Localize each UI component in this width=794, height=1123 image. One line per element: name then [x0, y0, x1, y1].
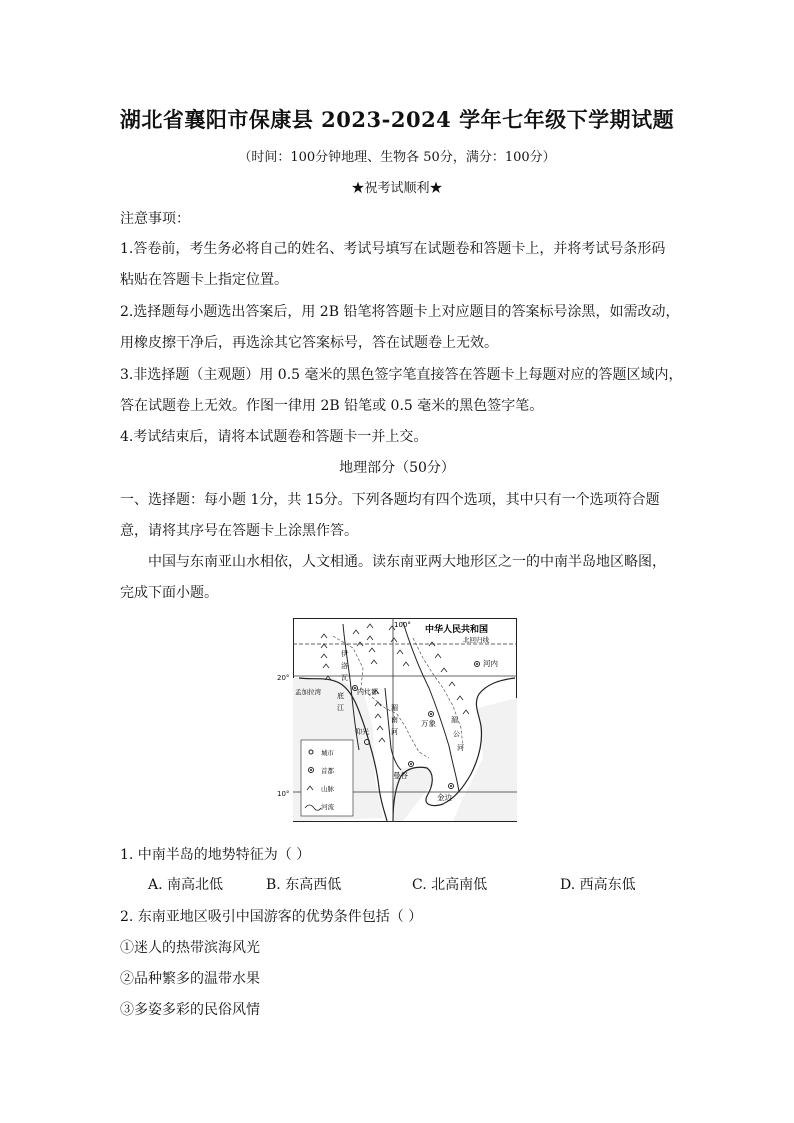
- map-lat-10: 10°: [277, 790, 290, 798]
- map-label-river: 底: [337, 692, 344, 700]
- map-label-tropic: 北回归线: [463, 636, 489, 644]
- map-label-phnompenh: 金边: [437, 793, 452, 802]
- notes-heading: 注意事项：: [120, 211, 190, 227]
- section-title: 地理部分（50分）: [339, 460, 455, 476]
- page-title: 湖北省襄阳市保康县 2023-2024 学年七年级下学期试题: [119, 107, 675, 132]
- question-2-item: ②品种繁多的温带水果: [120, 971, 260, 987]
- note-line: 2.选择题每小题选出答案后，用 2B 铅笔将答题卡上对应题目的答案标号涂黑，如需改动，: [120, 304, 680, 320]
- indochina-map: [293, 618, 517, 822]
- note-line: 4.考试结束后，请将本试题卷和答题卡一并上交。: [120, 429, 428, 445]
- question-2-item: ①迷人的热带滨海风光: [120, 940, 260, 956]
- question-2-item: ③多姿多彩的民俗风情: [120, 1002, 260, 1018]
- good-luck-text: ★祝考试顺利★: [351, 181, 443, 196]
- map-label-chao: 南: [391, 716, 398, 724]
- map-label-mekong: 河: [457, 744, 464, 752]
- note-line: 3.非选择题（主观题）用 0.5 毫米的黑色签字笔直接答在答题卡上每题对应的答题区域内，: [120, 367, 683, 383]
- legend-river: 河流: [321, 803, 334, 811]
- question-intro: 完成下面小题。: [120, 585, 218, 601]
- note-line: 1.答卷前，考生务必将自己的姓名、考试号填写在试题卷和答题卡上，并将考试号条形码: [120, 241, 666, 257]
- map-label-chao: 河: [391, 728, 398, 736]
- note-line: 用橡皮擦干净后，再选涂其它答案标号，答在试题卷上无效。: [120, 335, 498, 351]
- map-label-lon: 100°: [394, 621, 411, 629]
- map-label-river: 瓦: [341, 674, 348, 682]
- question-1-option-d[interactable]: D. 西高东低: [560, 877, 636, 893]
- map-label-river: 伊: [341, 650, 348, 658]
- map-label-yangon: 仰光: [355, 728, 369, 736]
- section-instructions: 意，请将其序号在答题卡上涂黑作答。: [120, 523, 358, 539]
- map-lat-20: 20°: [277, 674, 290, 682]
- legend-city: 城市: [321, 749, 334, 757]
- section-instructions: 一、选择题：每小题 1分，共 15分。下列各题均有四个选项，其中只有一个选项符合题: [120, 492, 660, 508]
- question-1-option-b[interactable]: B. 东高西低: [266, 877, 342, 893]
- map-label-naypyidaw: 内比都: [357, 688, 378, 696]
- map-label-hanoi: 河内: [483, 659, 498, 668]
- question-1-option-a[interactable]: A. 南高北低: [148, 877, 224, 893]
- legend-capital: 首都: [321, 767, 334, 775]
- exam-time-info: （时间：100分钟地理、生物各 50分，满分：100分）: [238, 150, 556, 165]
- map-label-river: 洛: [341, 662, 348, 670]
- question-1-option-c[interactable]: C. 北高南低: [412, 877, 488, 893]
- map-label-mekong: 湄: [451, 716, 458, 724]
- question-1-stem: 1. 中南半岛的地势特征为（ ）: [120, 847, 311, 863]
- note-line: 粘贴在答题卡上指定位置。: [120, 272, 288, 288]
- legend-mountain: 山脉: [321, 785, 334, 793]
- question-2-stem: 2. 东南亚地区吸引中国游客的优势条件包括（ ）: [120, 909, 423, 925]
- map-label-mekong: 公: [453, 730, 460, 738]
- map-label-bay: 孟加拉湾: [295, 688, 321, 696]
- map-label-chao: 湄: [391, 704, 398, 712]
- note-line: 答在试题卷上无效。作图一律用 2B 铅笔或 0.5 毫米的黑色签字笔。: [120, 398, 544, 414]
- map-label-bangkok: 曼谷: [393, 771, 408, 780]
- question-intro: 中国与东南亚山水相依，人文相通。读东南亚两大地形区之一的中南半岛地区略图，: [148, 554, 666, 570]
- map-label-river: 江: [337, 704, 344, 712]
- map-label-country: 中华人民共和国: [425, 625, 489, 635]
- map-label-vientiane: 万象: [421, 719, 436, 728]
